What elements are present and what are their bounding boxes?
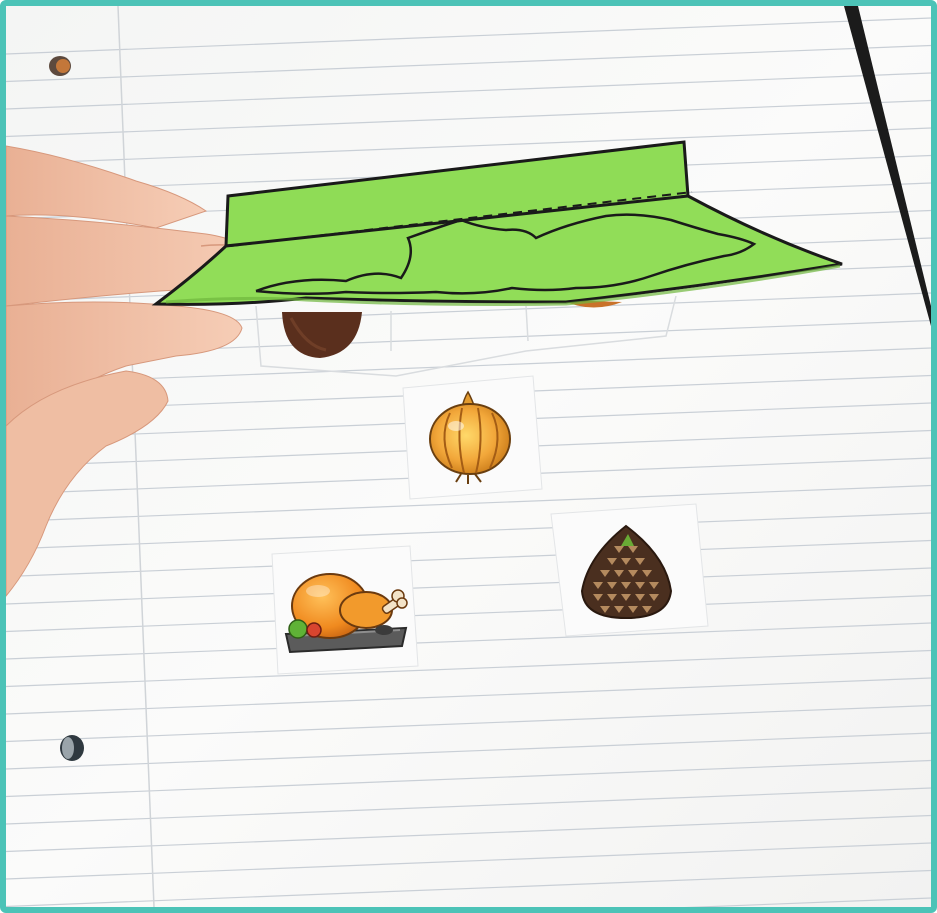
notebook-photo	[6, 6, 931, 907]
onion-card	[403, 376, 542, 499]
turkey-card	[272, 546, 418, 674]
punch-hole-bottom	[60, 735, 84, 761]
pinecone-card	[551, 504, 708, 636]
punch-hole-top	[49, 56, 71, 76]
